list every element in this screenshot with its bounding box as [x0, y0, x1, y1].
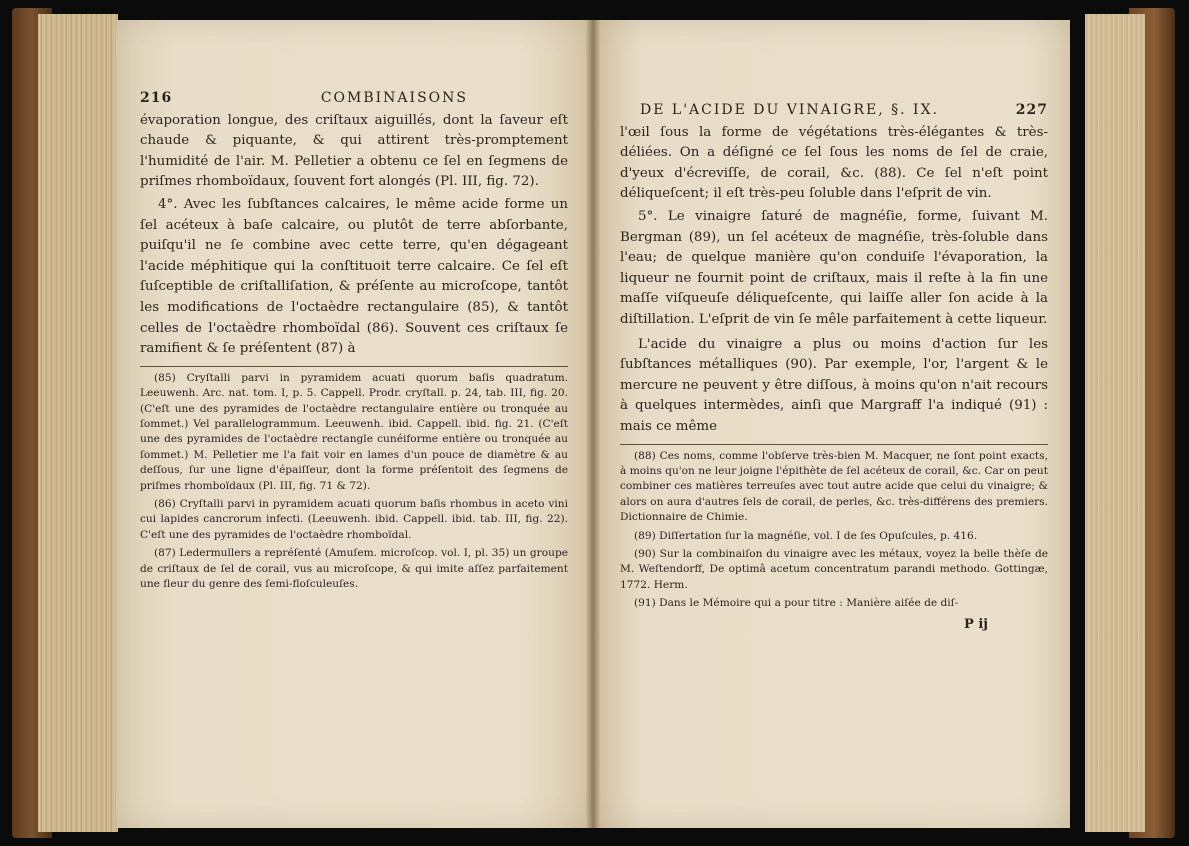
footnote-rule — [140, 366, 568, 367]
footnote: (85) Cryſtalli parvi in pyramidem acuati quorum baſis quadratum. Leeuwenh. Arc. nat. tom. I, p. 5. Cappell. Prodr. cryſtall. p. 24, tab. III, fig. 20. (C'eſt une des pyramides de l'octaèdre rectangulaire entière ou tronquée au ſommet.) Vel parallelogrammum. Leeuwenh. ibid. Cappell. ibid. fig. 21. (C'eſt une des pyramides de l'octaèdre rectangle cunéiforme entière ou tronquée au ſommet.) M. Pelletier me l'a fait voir en lames d'un pouce de diamètre & au deſſous, ſur une ligne d'épaiſſeur, dont la forme préſentoit des ſegmens de priſmes rhomboïdaux (Pl. III, fig. 71 & 72). — [140, 371, 568, 492]
footnote: (87) Ledermullers a repréſenté (Amuſem. microſcop. vol. I, pl. 35) un groupe de criſtaux de ſel de corail, vus au microſcope, & qui imite aſſez parfaitement une fleur du genre des ſemi-floſculeuſes. — [140, 547, 568, 590]
footnote: (86) Cryſtalli parvi in pyramidem acuati quorum baſis rhombus in aceto vini cui lapides cancrorum infecti. (Leeuwenh. ibid. Cappell. ibid. tab. III, fig. 22). C'eſt une des pyramides de l'octaèdre rhomboïdal. — [140, 497, 568, 541]
left-page-edges — [38, 14, 118, 832]
left-page-text — [140, 88, 568, 595]
book-gutter — [586, 20, 600, 828]
left-page-number: 216 — [140, 90, 173, 106]
footnote: (89) Diſſertation ſur la magnéſie, vol. I de ſes Opuſcules, p. 416. — [634, 529, 978, 542]
body-paragraph: L'acide du vinaigre a plus ou moins d'action ſur les ſubſtances métalliques (90). Par exemple, l'or, l'argent & le mercure ne peuvent y être diſſous, à moins qu'on n'ait recours à quelques intermèdes, ainſi que Margraff l'a indiqué (91) : mais ce même — [620, 336, 1048, 434]
footnote-rule — [620, 444, 1048, 445]
right-page-text — [620, 100, 1048, 635]
body-paragraph: évaporation longue, des criſtaux aiguillés, dont la ſaveur eſt chaude & piquante, & qui attirent très-promptement l'humidité de l'air. M. Pelletier a obtenu ce ſel en ſegmens de priſmes rhomboïdaux, ſouvent fort alongés (Pl. III, fig. 72). — [140, 112, 568, 190]
footnote: (88) Ces noms, comme l'obſerve très-bien M. Macquer, ne ſont point exacts, à moins qu'on ne leur joigne l'épithète de ſel acéteux de corail, &c. Car on peut combiner ces matières terreuſes avec tout autre acide que celui du vinaigre; & alors on aura d'autres ſels de corail, de perles, &c. très-différens des premiers. Dictionnaire de Chimie. — [620, 449, 1048, 524]
footnote: (91) Dans le Mémoire qui a pour titre : Manière aiſée de diſ- — [634, 597, 959, 610]
body-paragraph: 4°. Avec les ſubſtances calcaires, le même acide forme un ſel acéteux à baſe calcaire, ou plutôt de terre abſorbante, puiſqu'il ne ſe combine avec cette terre, qu'en dégageant l'acide méphitique qui la conſtituoit terre calcaire. Ce ſel eſt ſuſceptible de criſtalliſation, & préſente au microſcope, tantôt les modifications de l'octaèdre rectangulaire (85), & tantôt celles de l'octaèdre rhomboïdal (86). Souvent ces criſtaux ſe ramifient & ſe préſentent (87) à — [140, 196, 568, 357]
footnote: (90) Sur la combinaiſon du vinaigre avec les métaux, voyez la belle thèſe de M. Weſtendorff, De optimâ acetum concentratum parandi methodo. Gottingæ, 1772. Herm. — [620, 547, 1048, 591]
body-paragraph: l'œil ſous la forme de végétations très-élégantes & très-déliées. On a déſigné ce ſel ſous les noms de ſel de craie, d'yeux d'écreviſſe, de corail, &c. (88). Ce ſel n'eſt point déliqueſcent; il eſt très-peu ſoluble dans l'eſprit de vin. — [620, 124, 1048, 202]
right-page-number: 227 — [1015, 102, 1048, 118]
body-paragraph: 5°. Le vinaigre ſaturé de magnéſie, forme, ſuivant M. Bergman (89), un ſel acéteux de magnéſie, très-ſoluble dans l'eau; de quelque manière qu'on conduiſe l'évaporation, la liqueur ne fournit point de criſtaux, mais il reſte à la fin une maſſe viſqueuſe déliqueſcente, qui laiſſe aller ſon acide à la diſtillation. L'eſprit de vin ſe mêle parfaitement à cette liqueur. — [620, 208, 1048, 327]
right-page-edges — [1085, 14, 1145, 832]
right-running-head — [620, 100, 1048, 121]
signature-mark: P ij — [964, 616, 988, 632]
left-running-title: COMBINAISONS — [320, 90, 468, 106]
right-running-title: DE L'ACIDE DU VINAIGRE, §. IX. — [640, 102, 939, 118]
left-running-head — [140, 88, 568, 109]
